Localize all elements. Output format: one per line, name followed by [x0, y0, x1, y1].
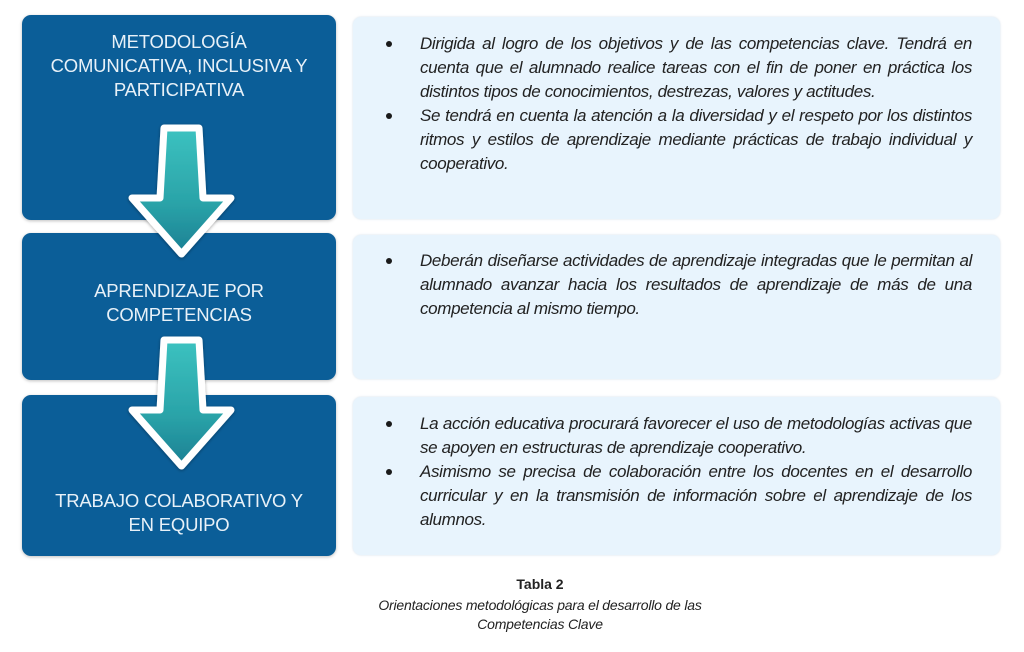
content-box-aprendizaje: [353, 235, 1000, 379]
heading-line: EN EQUIPO: [128, 514, 230, 535]
bullet-text: La acción educativa procurará favorecer el uso de metodologías activas que se apoyen en estructuras de aprendizaje cooperativo.: [420, 414, 972, 457]
table-caption-text: [330, 596, 750, 634]
heading-metodologia: [22, 30, 336, 102]
heading-line: METODOLOGÍA: [111, 31, 247, 52]
bullet-text: Se tendrá en cuenta la atención a la diversidad y el respeto por los distintos ritmos y estilos de aprendizaje mediante prácticas de trabajo individual y cooperativo.: [420, 106, 972, 173]
heading-aprendizaje: [22, 279, 336, 327]
bullet-icon: [386, 113, 392, 119]
down-arrow-icon: [124, 334, 239, 474]
heading-trabajo: [22, 489, 336, 537]
bullet-item: [386, 249, 972, 321]
heading-line: APRENDIZAJE POR: [94, 280, 264, 301]
bullet-text: Asimismo se precisa de colaboración entre los docentes en el desarrollo curricular y en la transmisión de información sobre el aprendizaje de los alumnos.: [420, 462, 972, 529]
bullet-item: [386, 460, 972, 532]
caption-line: Competencias Clave: [477, 616, 603, 632]
bullet-item: [386, 412, 972, 460]
bullet-text: Dirigida al logro de los objetivos y de las competencias clave. Tendrá en cuenta que el alumnado realice tareas con el fin de poner en práctica los distintos tipos de conocimientos, destrezas, valores y actitudes.: [420, 34, 972, 101]
bullet-icon: [386, 469, 392, 475]
bullet-item: [386, 104, 972, 176]
bullet-icon: [386, 421, 392, 427]
bullet-item: [386, 32, 972, 104]
bullet-icon: [386, 41, 392, 47]
heading-line: COMPETENCIAS: [106, 304, 252, 325]
bullet-list: [386, 249, 972, 321]
heading-line: PARTICIPATIVA: [113, 79, 245, 100]
content-box-trabajo: [353, 397, 1000, 555]
bullet-list: [386, 412, 972, 532]
down-arrow-icon: [124, 122, 239, 262]
table-caption-label: Tabla 2: [516, 576, 564, 592]
heading-line: COMUNICATIVA, INCLUSIVA Y: [50, 55, 308, 76]
caption-line: Orientaciones metodológicas para el desarrollo de las: [378, 597, 702, 613]
bullet-list: [386, 32, 972, 176]
bullet-text: Deberán diseñarse actividades de aprendizaje integradas que le permitan al alumnado avanzar hacia los resultados de aprendizaje de más de una competencia al mismo tiempo.: [420, 251, 972, 318]
heading-line: TRABAJO COLABORATIVO Y: [55, 490, 303, 511]
bullet-icon: [386, 258, 392, 264]
content-box-metodologia: [353, 17, 1000, 219]
